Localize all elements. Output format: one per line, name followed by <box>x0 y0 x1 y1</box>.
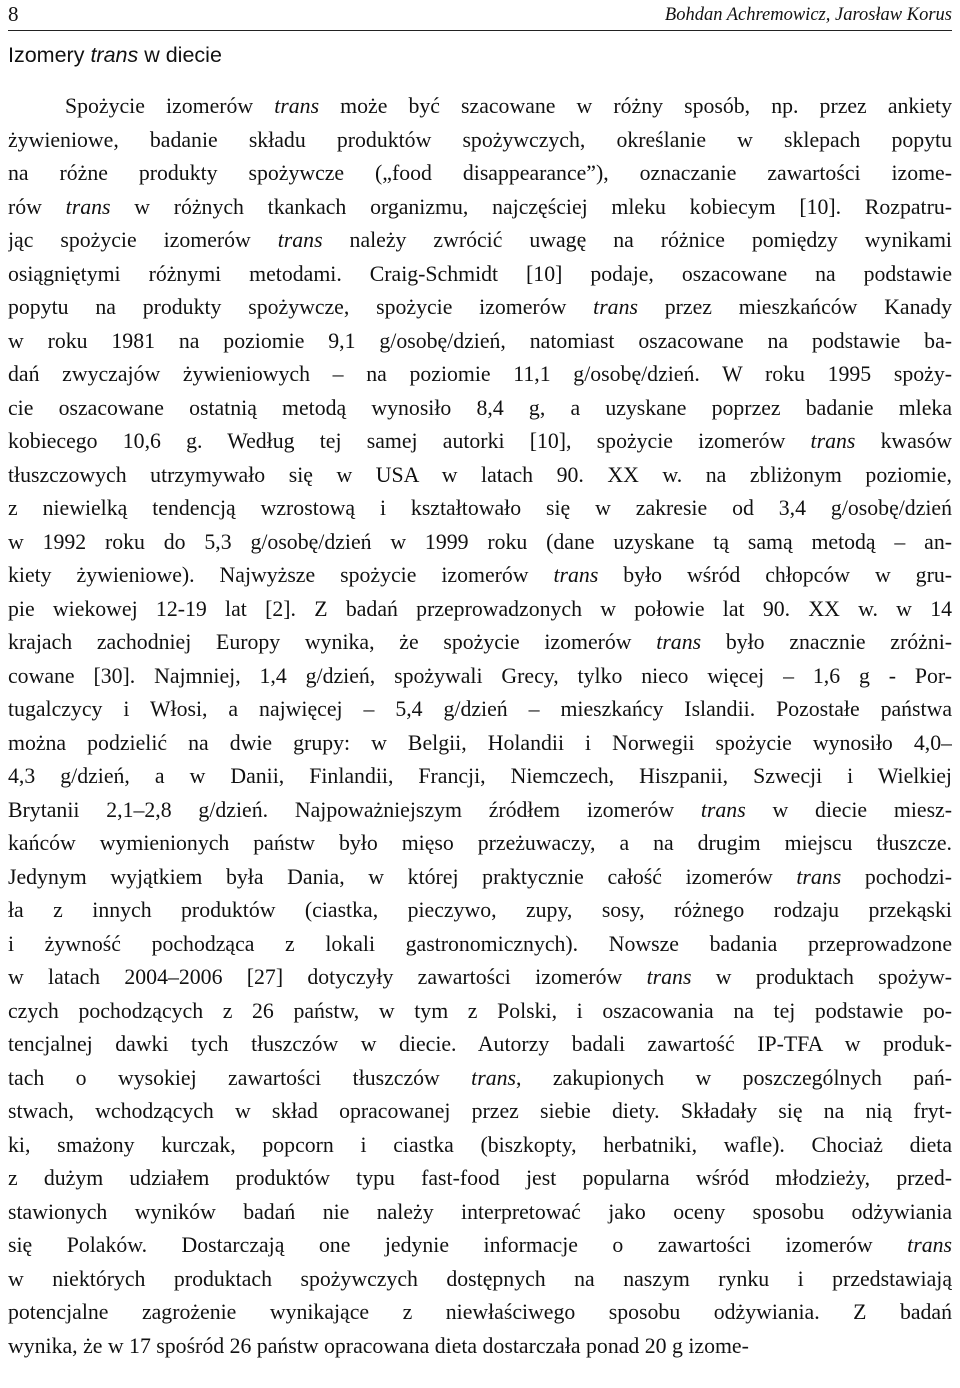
text-line <box>8 124 952 158</box>
text-segment: w latach 2004–2006 [27] dotyczyły zawartości izomerów <box>8 965 647 989</box>
text-line <box>8 1095 952 1129</box>
text-segment: żywieniowe, badanie składu produktów spożywczych, określanie w sklepach popytu <box>8 127 952 152</box>
text-segment: należy zwrócić uwagę na różnice pomiędzy wynikami <box>322 228 952 252</box>
section-title-part: w diecie <box>138 43 222 67</box>
text-segment: czych pochodzących z 26 państw, w tym z Polski, i oszacowania na tej podstawie po- <box>8 998 952 1023</box>
text-segment: jąc spożycie izomerów <box>8 228 278 252</box>
text-segment: Jedynym wyjątkiem była Dania, w której praktycznie całość izomerów <box>8 864 797 889</box>
text-line <box>8 928 952 962</box>
text-segment: można podzielić na dwie grupy: w Belgii, Holandii i Norwegii spożycie wynosiło 4,0– <box>8 730 952 755</box>
text-segment: Brytanii 2,1–2,8 g/dzień. Najpoważniejszym źródłem izomerów <box>8 797 701 822</box>
text-segment: osiągniętymi różnymi metodami. Craig-Schmidt [10] podaje, oszacowane na podstawie <box>8 261 952 286</box>
text-segment: było znacznie zróżni- <box>701 630 952 654</box>
text-line <box>8 1162 952 1196</box>
text-line <box>8 559 952 593</box>
text-line <box>8 894 952 928</box>
text-segment: i żywność pochodząca z lokali gastronomicznych). Nowsze badania przeprowadzone <box>8 931 952 956</box>
page-header <box>8 2 952 31</box>
text-segment: cie oszacowane ostatnią metodą wynosiło 8,4 g, a uzyskane poprzez badanie mleka <box>8 395 952 420</box>
section-title-italic: trans <box>90 43 139 67</box>
text-segment: kańców wymienionych państw było mięso przeżuwaczy, a na drugim miejscu tłuszcze. <box>8 831 952 855</box>
text-line <box>8 1330 952 1364</box>
text-segment: w diecie miesz- <box>745 797 952 822</box>
text-segment: ki, smażony kurczak, popcorn i ciastka (biszkopty, herbatniki, wafle). Chociaż dieta <box>8 1132 952 1157</box>
section-title <box>8 43 222 68</box>
text-line <box>8 90 952 124</box>
text-segment: w różnych tkankach organizmu, najczęściej mleku kobiecym [10]. Rozpatru- <box>110 194 952 219</box>
text-segment: stwach, wchodzących w skład opracowanej przez siebie diety. Składały się na nią fryt- <box>8 1099 952 1123</box>
text-segment: pie wiekowej 12-19 lat [2]. Z badań przeprowadzonych w połowie lat 90. XX w. w 14 <box>8 596 952 621</box>
text-line <box>8 693 952 727</box>
text-segment: popytu na produkty spożywcze, spożycie izomerów <box>8 295 594 319</box>
italic-term: trans <box>65 194 111 219</box>
text-line <box>8 191 952 225</box>
text-segment: przez mieszkańców Kanady <box>637 295 952 319</box>
section-title-part: Izomery <box>8 43 91 67</box>
text-line <box>8 961 952 995</box>
text-segment: było wśród chłopców w gru- <box>598 563 952 587</box>
text-line <box>8 291 952 325</box>
text-line <box>8 1129 952 1163</box>
italic-term: trans <box>471 1065 516 1090</box>
text-line <box>8 827 952 861</box>
italic-term: trans <box>593 295 638 319</box>
text-segment: na różne produkty spożywcze („food disappearance”), oznaczanie zawartości izome- <box>8 161 952 185</box>
text-line <box>8 1062 952 1096</box>
text-segment: w 1992 roku do 5,3 g/osobę/dzień w 1999 roku (dane uzyskane tą samą metodą – an- <box>8 529 952 554</box>
text-line <box>8 861 952 895</box>
text-segment: stawionych wyników badań nie należy interpretować jako oceny sposobu odżywiania <box>8 1199 952 1224</box>
text-segment: potencjalne zagrożenie wynikające z niewłaściwego sposobu odżywiania. Z badań <box>8 1300 952 1324</box>
running-head-authors: Bohdan Achremowicz, Jarosław Korus <box>664 5 952 25</box>
text-line <box>8 157 952 191</box>
italic-term: trans <box>700 797 746 822</box>
text-line <box>8 593 952 627</box>
document-page <box>8 0 952 1388</box>
text-line <box>8 1196 952 1230</box>
text-segment: tencjalnej dawki tych tłuszczów w diecie. Autorzy badali zawartość IP-TFA w produk- <box>8 1032 952 1056</box>
text-line <box>8 526 952 560</box>
text-line <box>8 727 952 761</box>
text-segment: w produktach spożyw- <box>691 965 952 989</box>
text-segment: rów <box>8 194 66 219</box>
text-line <box>8 459 952 493</box>
text-segment: Spożycie izomerów <box>65 94 275 118</box>
italic-term: trans <box>907 1233 952 1257</box>
text-line <box>8 425 952 459</box>
text-line <box>8 358 952 392</box>
italic-term: trans <box>553 563 599 587</box>
text-segment: kiety żywieniowe). Najwyższe spożycie izomerów <box>8 563 554 587</box>
italic-term: trans <box>646 965 692 989</box>
text-segment: ła z innych produktów (ciastka, pieczywo, zupy, sosy, różnego rodzaju przekąski <box>8 898 952 922</box>
text-line <box>8 258 952 292</box>
text-line <box>8 1263 952 1297</box>
text-segment: , zakupionych w poszczególnych pań- <box>515 1065 952 1090</box>
text-segment: się Polaków. Dostarczają one jedynie informacje o zawartości izomerów <box>8 1233 908 1257</box>
page-number: 8 <box>8 2 19 26</box>
text-segment: krajach zachodniej Europy wynika, że spożycie izomerów <box>8 630 657 654</box>
text-segment: w roku 1981 na poziomie 9,1 g/osobę/dzień, natomiast oszacowane na podstawie ba- <box>8 328 952 353</box>
italic-term: trans <box>656 630 702 654</box>
text-segment: może być szacowane w różny sposób, np. przez ankiety <box>319 94 952 118</box>
text-segment: tugalczycy i Włosi, a najwięcej – 5,4 g/dzień – mieszkańcy Islandii. Pozostałe państwa <box>8 697 952 721</box>
text-line <box>8 760 952 794</box>
text-segment: pochodzi- <box>841 864 952 889</box>
text-line <box>8 392 952 426</box>
body-paragraph <box>8 90 952 1363</box>
text-segment: cowane [30]. Najmniej, 1,4 g/dzień, spożywali Grecy, tylko nieco więcej – 1,6 g - Por- <box>8 663 952 688</box>
text-line <box>8 1296 952 1330</box>
text-line <box>8 1028 952 1062</box>
text-segment: z niewielką tendencją wzrostową i kształtowało się w zakresie od 3,4 g/osobę/dzień <box>8 496 952 520</box>
text-line <box>8 626 952 660</box>
text-line <box>8 660 952 694</box>
text-segment: wynika, że w 17 spośród 26 państw opracowana dieta dostarczała ponad 20 g izome- <box>8 1333 749 1358</box>
text-segment: kobiecego 10,6 g. Według tej samej autorki [10], spożycie izomerów <box>8 429 811 453</box>
italic-term: trans <box>810 429 856 453</box>
text-line <box>8 794 952 828</box>
italic-term: trans <box>277 228 323 252</box>
text-segment: tłuszczowych utrzymywało się w USA w latach 90. XX w. na zbliżonym poziomie, <box>8 462 952 487</box>
text-segment: kwasów <box>855 429 952 453</box>
italic-term: trans <box>796 864 842 889</box>
text-segment: tach o wysokiej zawartości tłuszczów <box>8 1065 472 1090</box>
text-segment: w niektórych produktach spożywczych dostępnych na naszym rynku i przedstawiają <box>8 1266 952 1291</box>
italic-term: trans <box>274 94 320 118</box>
text-segment: 4,3 g/dzień, a w Danii, Finlandii, Francji, Niemczech, Hiszpanii, Szwecji i Wielkiej <box>8 764 952 788</box>
text-segment: z dużym udziałem produktów typu fast-food jest popularna wśród młodzieży, przed- <box>8 1166 952 1190</box>
text-line <box>8 224 952 258</box>
text-line <box>8 325 952 359</box>
text-segment: dań zwyczajów żywieniowych – na poziomie 11,1 g/osobę/dzień. W roku 1995 spoży- <box>8 362 952 386</box>
text-line <box>8 492 952 526</box>
text-line <box>8 1229 952 1263</box>
text-line <box>8 995 952 1029</box>
